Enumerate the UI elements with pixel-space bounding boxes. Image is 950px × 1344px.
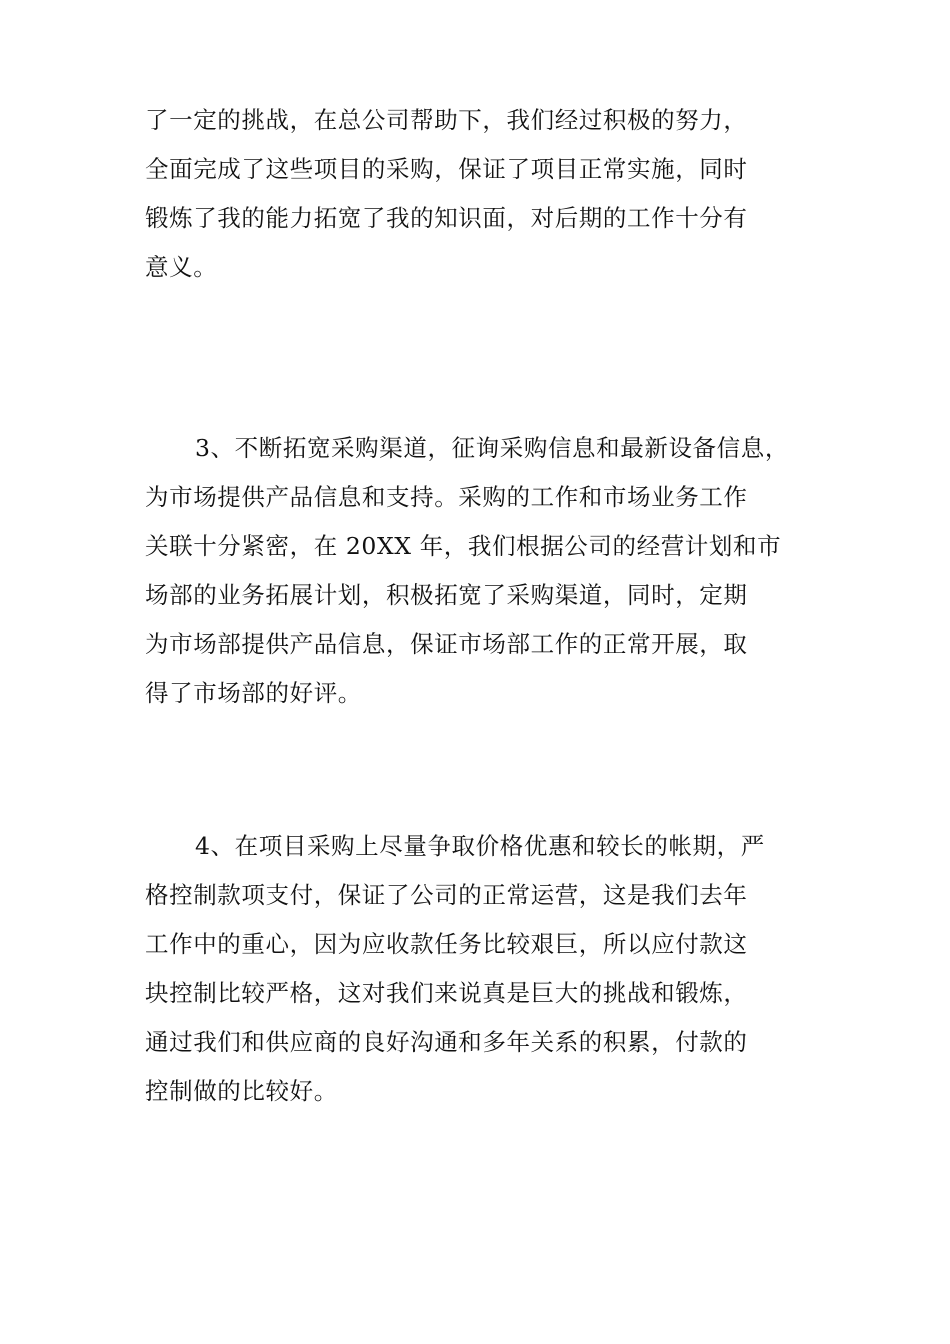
text-line: 得了市场部的好评。 [145,679,362,707]
paragraph-item-3 [145,424,825,718]
text-line: 为市场部提供产品信息，保证市场部工作的正常开展，取 [145,630,748,658]
text-line: 场部的业务拓展计划，积极拓宽了采购渠道，同时，定期 [145,581,748,609]
text-line: 格控制款项支付，保证了公司的正常运营，这是我们去年 [145,881,748,909]
text-line: 了一定的挑战，在总公司帮助下，我们经过积极的努力， [145,106,748,134]
paragraph-continuation [145,96,825,292]
text-line: 意义。 [145,253,218,281]
text-line: 通过我们和供应商的良好沟通和多年关系的积累，付款的 [145,1028,748,1056]
text-line: 4、在项目采购上尽量争取价格优惠和较长的帐期，严 [195,832,765,860]
text-line: 为市场提供产品信息和支持。采购的工作和市场业务工作 [145,483,748,511]
text-line: 锻炼了我的能力拓宽了我的知识面，对后期的工作十分有 [145,204,748,232]
text-line: 3、不断拓宽采购渠道，征询采购信息和最新设备信息， [195,434,789,462]
text-line: 全面完成了这些项目的采购，保证了项目正常实施，同时 [145,155,748,183]
text-line: 块控制比较严格，这对我们来说真是巨大的挑战和锻炼， [145,979,748,1007]
text-line: 关联十分紧密，在 20XX 年，我们根据公司的经营计划和市 [145,532,782,560]
text-line: 控制做的比较好。 [145,1077,338,1105]
text-line: 工作中的重心，因为应收款任务比较艰巨，所以应付款这 [145,930,748,958]
paragraph-item-4 [145,822,825,1116]
